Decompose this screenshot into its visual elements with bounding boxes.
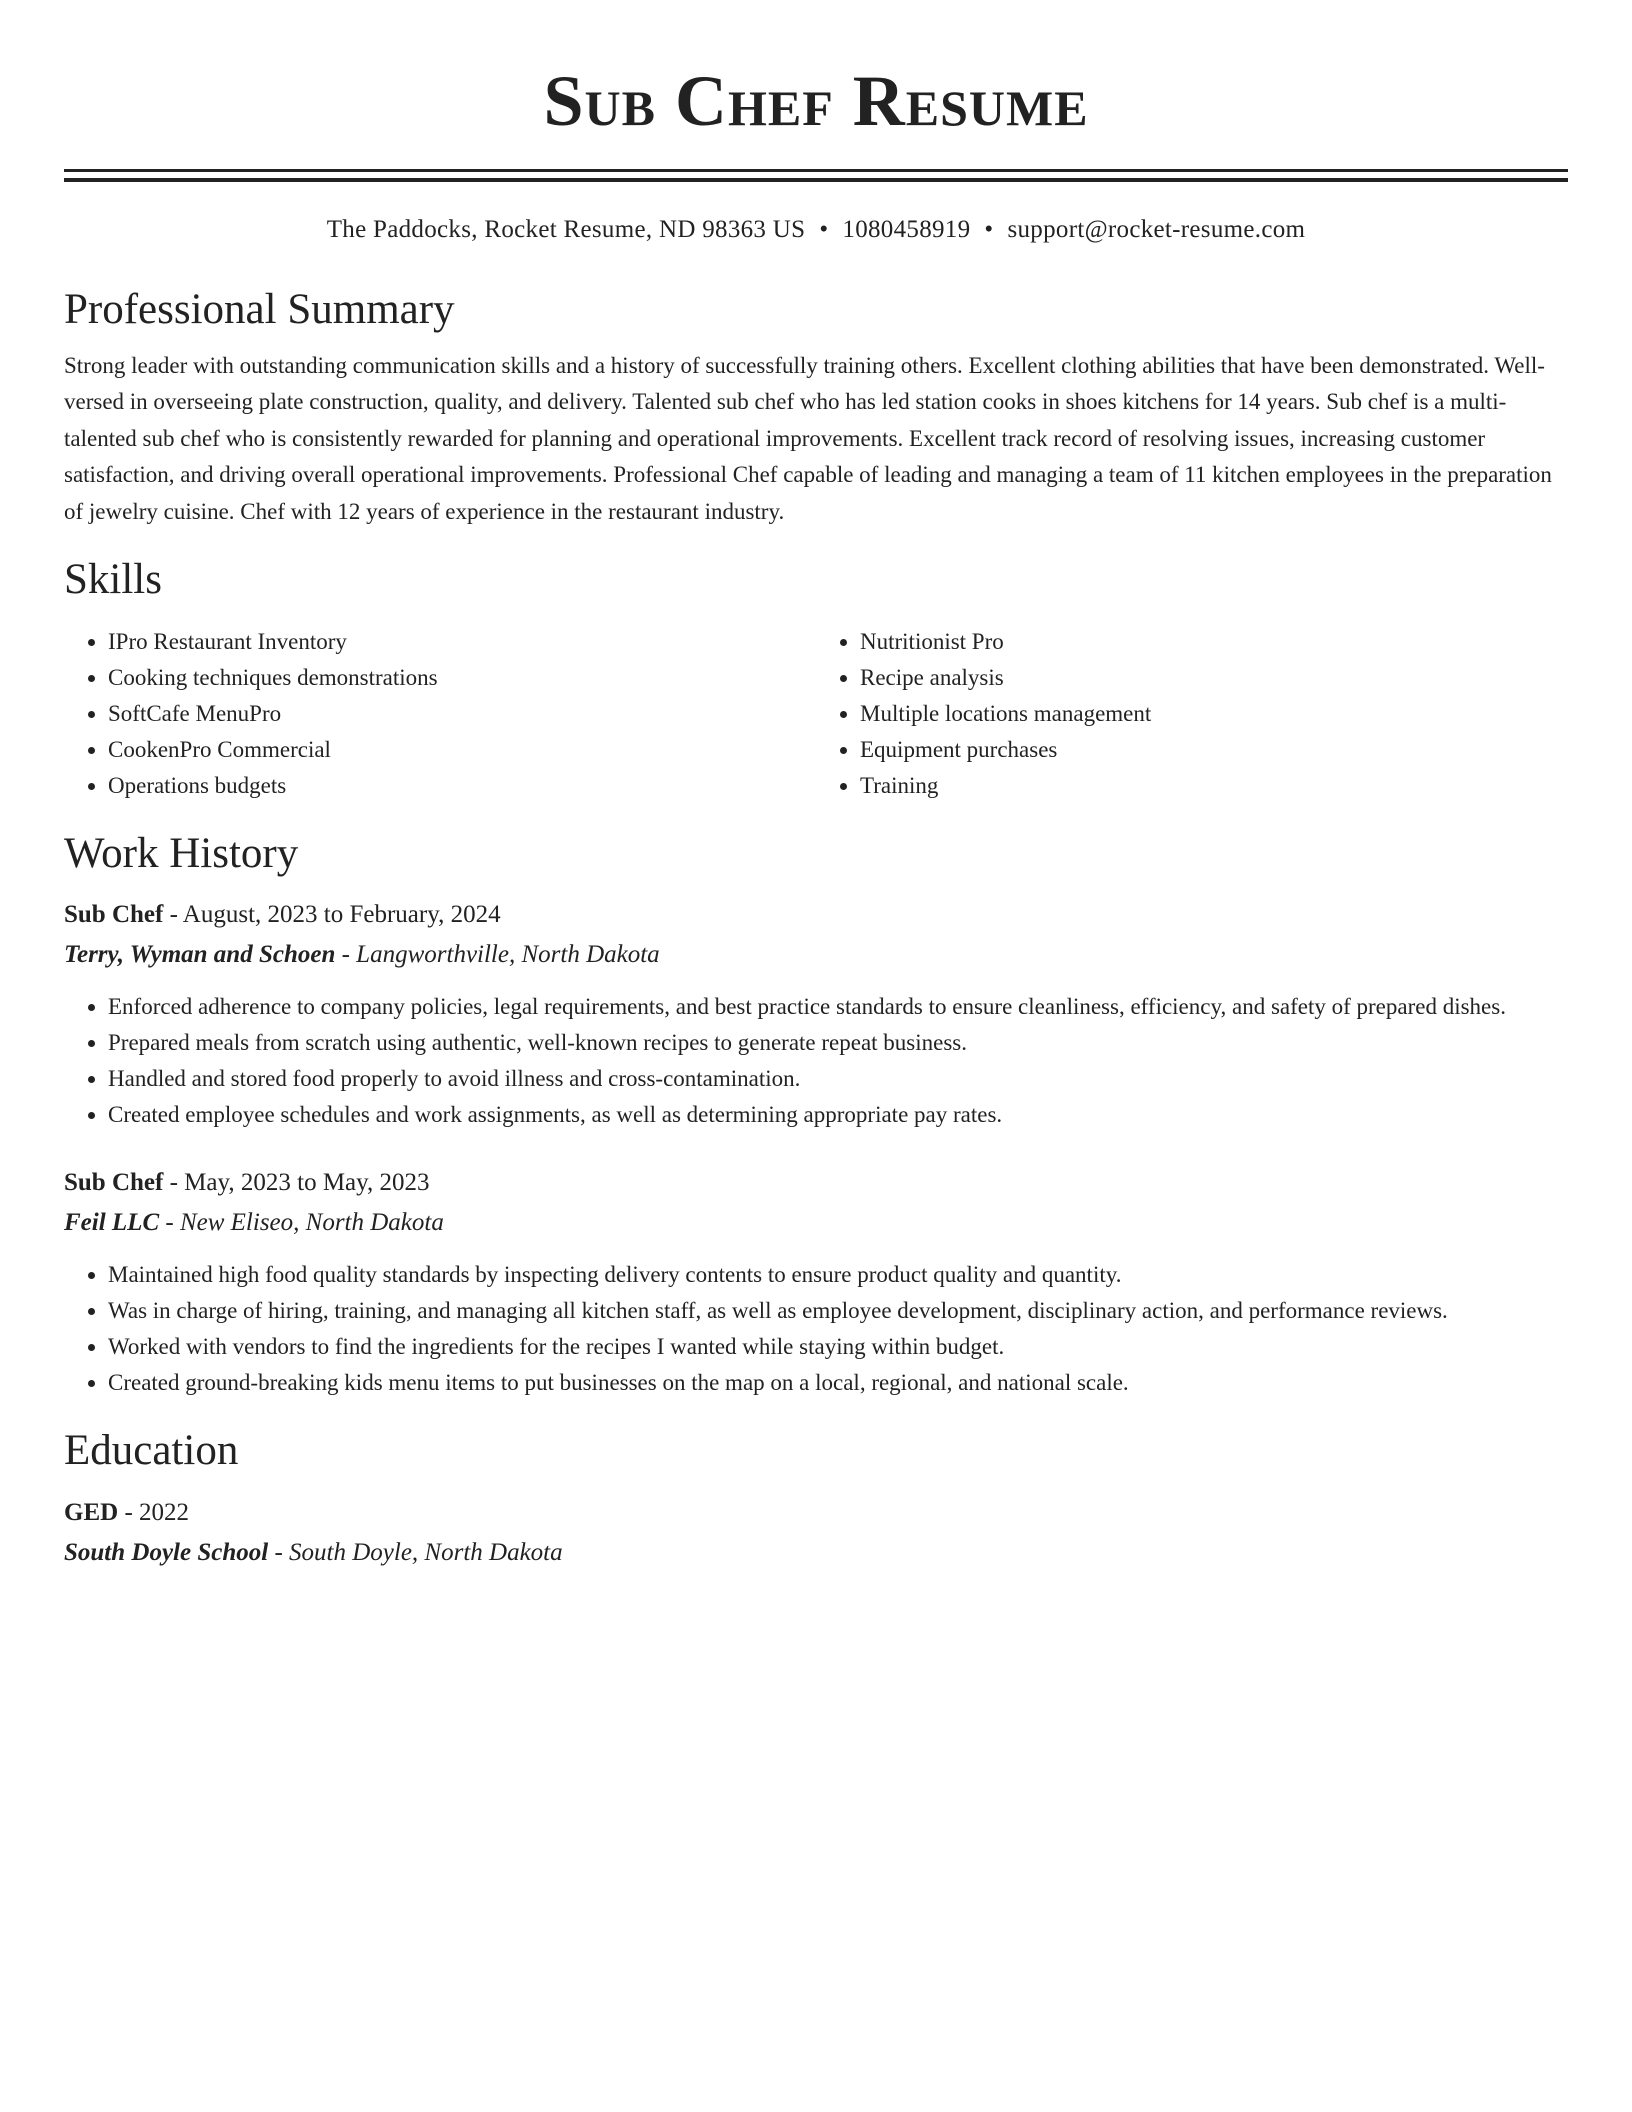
education-degree-line xyxy=(64,1495,1568,1531)
summary-heading: Professional Summary xyxy=(64,286,455,333)
job-duty: • Prepared meals from scratch using authentic, well-known recipes to generate repeat business. xyxy=(108,1025,1568,1061)
education-year: - 2022 xyxy=(118,1498,190,1526)
job-title: Sub Chef xyxy=(64,1169,164,1197)
job-title-line xyxy=(64,897,1568,933)
skills-column-left xyxy=(64,624,816,804)
skill-item: • Nutritionist Pro xyxy=(860,624,1568,660)
education-location: - South Doyle, North Dakota xyxy=(268,1538,563,1566)
summary-text: Strong leader with outstanding communication skills and a history of successfully training others. Excellent clothing abilities that have been demonstrated. Well-versed in overseeing plate construction, quality, and delivery. Talented sub chef who has led station cooks in shoes kitchens for 14 years. Sub chef is a multi-talented sub chef who is consistently rewarded for planning and operational improvements. Excellent track record of resolving issues, increasing customer satisfaction, and driving overall operational improvements. Professional Chef capable of leading and managing a team of 11 kitchen employees in the preparation of jewelry cuisine. Chef with 12 years of experience in the restaurant industry. xyxy=(64,352,1552,524)
skill-item: • Cooking techniques demonstrations xyxy=(108,660,816,696)
education-degree: GED xyxy=(64,1498,119,1526)
job-dates: - August, 2023 to February, 2024 xyxy=(163,901,501,929)
education-school: South Doyle School xyxy=(64,1538,269,1566)
job-company-line xyxy=(64,937,1568,973)
skill-item: • Equipment purchases xyxy=(860,732,1568,768)
job-duty: • Created ground-breaking kids menu items to put businesses on the map on a local, regional, and national scale. xyxy=(108,1365,1568,1401)
skill-item: • CookenPro Commercial xyxy=(108,732,816,768)
education-entry xyxy=(64,1495,1568,1571)
job-duties xyxy=(64,1257,1568,1401)
skill-item: • Training xyxy=(860,768,1568,804)
skill-item: • SoftCafe MenuPro xyxy=(108,696,816,732)
skill-item: • Recipe analysis xyxy=(860,660,1568,696)
skill-item: • Operations budgets xyxy=(108,768,816,804)
job-duty: • Enforced adherence to company policies, legal requirements, and best practice standards to ensure cleanliness, efficiency, and safety of prepared dishes. xyxy=(108,989,1568,1025)
job-title: Sub Chef xyxy=(64,901,164,929)
education-heading: Education xyxy=(64,1427,239,1475)
job-title-line xyxy=(64,1165,1568,1201)
job-entry xyxy=(64,1165,1568,1401)
job-location: - New Eliseo, North Dakota xyxy=(159,1209,444,1237)
contact-line xyxy=(64,216,1568,244)
skill-item: • Multiple locations management xyxy=(860,696,1568,732)
job-duty: • Was in charge of hiring, training, and managing all kitchen staff, as well as employee development, disciplinary action, and performance reviews. xyxy=(108,1293,1568,1329)
job-duty: • Created employee schedules and work assignments, as well as determining appropriate pay rates. xyxy=(108,1097,1568,1133)
job-duty: • Handled and stored food properly to avoid illness and cross-contamination. xyxy=(108,1061,1568,1097)
education-school-line xyxy=(64,1535,1568,1571)
skills-list xyxy=(64,624,1568,804)
job-duty: • Maintained high food quality standards by inspecting delivery contents to ensure product quality and quantity. xyxy=(108,1257,1568,1293)
contact-separator: • xyxy=(984,216,994,243)
job-company: Terry, Wyman and Schoen xyxy=(64,941,336,969)
job-company: Feil LLC xyxy=(64,1209,160,1237)
contact-separator: • xyxy=(819,216,829,243)
skill-item: • IPro Restaurant Inventory xyxy=(108,624,816,660)
contact-email: support@rocket-resume.com xyxy=(1007,216,1306,243)
job-duties xyxy=(64,989,1568,1133)
job-entry xyxy=(64,897,1568,1133)
job-location: - Langworthville, North Dakota xyxy=(335,941,660,969)
job-company-line xyxy=(64,1205,1568,1241)
skills-heading: Skills xyxy=(64,556,162,604)
job-duty: • Worked with vendors to find the ingredients for the recipes I wanted while staying within budget. xyxy=(108,1329,1568,1365)
resume-title: Sub Chef Resume xyxy=(543,61,1089,141)
header-divider xyxy=(64,169,1568,182)
job-dates: - May, 2023 to May, 2023 xyxy=(163,1169,430,1197)
skills-column-right xyxy=(816,624,1568,804)
work-history-heading: Work History xyxy=(64,829,299,877)
contact-address: The Paddocks, Rocket Resume, ND 98363 US xyxy=(326,216,806,243)
contact-phone: 1080458919 xyxy=(842,216,971,243)
